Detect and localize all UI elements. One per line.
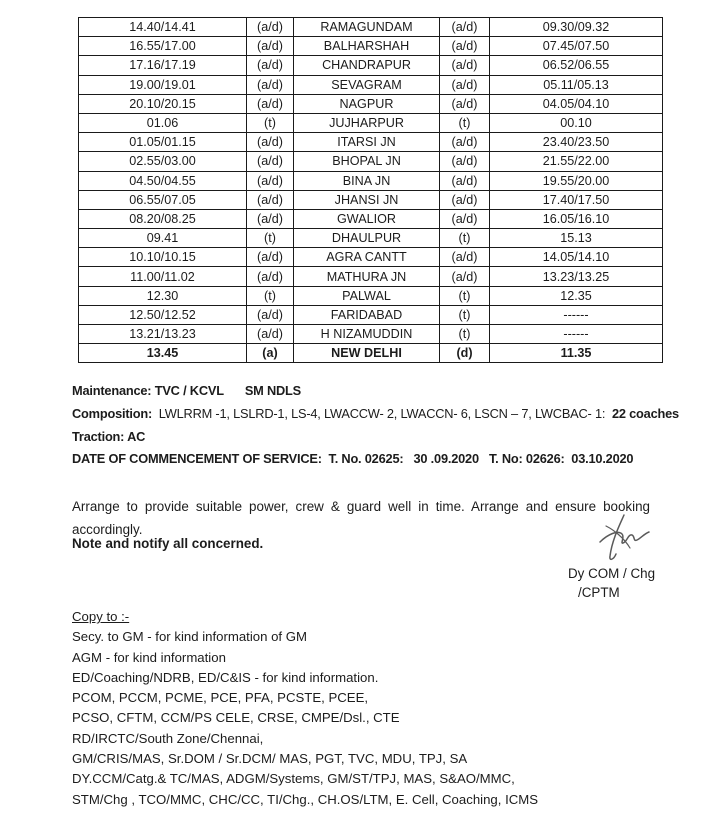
copy-to-item: AGM - for kind information	[72, 649, 226, 665]
copy-to-item: RD/IRCTC/South Zone/Chennai,	[72, 730, 264, 746]
copy-to-item: PCSO, CFTM, CCM/PS CELE, CRSE, CMPE/Dsl., CTE	[72, 710, 400, 726]
up-time-cell: 05.11/05.13	[490, 75, 663, 94]
sm-text: SM NDLS	[244, 383, 302, 398]
signatory-designation: Dy COM / Chg	[568, 566, 656, 581]
down-ad-cell: (a/d)	[247, 171, 294, 190]
station-cell: PALWAL	[294, 286, 440, 305]
arrange-paragraph-line2: accordingly.	[72, 522, 143, 537]
up-ad-cell: (a/d)	[440, 133, 490, 152]
copy-to-list	[72, 627, 672, 810]
up-ad-cell: (t)	[440, 113, 490, 132]
up-time-cell: ------	[490, 305, 663, 324]
up-ad-cell: (a/d)	[440, 267, 490, 286]
timetable-row	[79, 286, 663, 305]
down-ad-cell: (a/d)	[247, 56, 294, 75]
station-cell: GWALIOR	[294, 209, 440, 228]
down-ad-cell: (a)	[247, 344, 294, 363]
timetable-row	[79, 190, 663, 209]
timetable	[78, 17, 663, 363]
up-time-cell: 12.35	[490, 286, 663, 305]
signature-block	[556, 512, 686, 602]
signature-scribble-icon	[594, 512, 662, 564]
arrange-paragraph-line1: Arrange to provide suitable power, crew & guard well in time. Arrange and ensure booking	[72, 499, 650, 514]
composition-label: Composition:	[72, 405, 153, 421]
up-ad-cell: (t)	[440, 325, 490, 344]
station-cell: RAMAGUNDAM	[294, 18, 440, 37]
traction-line: Traction: AC	[72, 428, 146, 444]
down-ad-cell: (a/d)	[247, 267, 294, 286]
copy-to-item: DY.CCM/Catg.& TC/MAS, ADGM/Systems, GM/ST/TPJ, MAS, S&AO/MMC,	[72, 771, 515, 787]
station-cell: BHOPAL JN	[294, 152, 440, 171]
station-cell: BALHARSHAH	[294, 37, 440, 56]
timetable-row	[79, 113, 663, 132]
timetable-row	[79, 229, 663, 248]
station-cell: AGRA CANTT	[294, 248, 440, 267]
down-time-cell: 17.16/17.19	[79, 56, 247, 75]
up-time-cell: 19.55/20.00	[490, 171, 663, 190]
up-ad-cell: (d)	[440, 344, 490, 363]
up-time-cell: 00.10	[490, 113, 663, 132]
maintenance-line	[72, 380, 692, 403]
up-time-cell: 16.05/16.10	[490, 209, 663, 228]
up-ad-cell: (t)	[440, 305, 490, 324]
up-time-cell: 15.13	[490, 229, 663, 248]
up-time-cell: 11.35	[490, 344, 663, 363]
station-cell: BINA JN	[294, 171, 440, 190]
down-time-cell: 12.50/12.52	[79, 305, 247, 324]
up-ad-cell: (t)	[440, 229, 490, 248]
station-cell: NEW DELHI	[294, 344, 440, 363]
down-time-cell: 13.45	[79, 344, 247, 363]
composition-total: 22 coaches	[611, 405, 679, 421]
note-line: Note and notify all concerned.	[72, 536, 264, 551]
down-time-cell: 14.40/14.41	[79, 18, 247, 37]
up-ad-cell: (a/d)	[440, 171, 490, 190]
down-ad-cell: (a/d)	[247, 18, 294, 37]
down-ad-cell: (a/d)	[247, 305, 294, 324]
timetable-row	[79, 248, 663, 267]
down-ad-cell: (t)	[247, 229, 294, 248]
down-time-cell: 16.55/17.00	[79, 37, 247, 56]
down-ad-cell: (a/d)	[247, 75, 294, 94]
timetable-row	[79, 18, 663, 37]
composition-value: LWLRRM -1, LSLRD-1, LS-4, LWACCW- 2, LWACCN- 6, LSCN – 7, LWCBAC- 1:	[152, 405, 612, 421]
commencement-line: DATE OF COMMENCEMENT OF SERVICE: T. No. 02625: 30 .09.2020 T. No: 02626: 03.10.2020	[72, 451, 634, 467]
up-ad-cell: (a/d)	[440, 18, 490, 37]
up-ad-cell: (a/d)	[440, 209, 490, 228]
copy-to-item: STM/Chg , TCO/MMC, CHC/CC, TI/Chg., CH.OS/LTM, E. Cell, Coaching, ICMS	[72, 791, 539, 807]
down-time-cell: 01.06	[79, 113, 247, 132]
down-time-cell: 11.00/11.02	[79, 267, 247, 286]
up-time-cell: 21.55/22.00	[490, 152, 663, 171]
station-cell: NAGPUR	[294, 94, 440, 113]
up-time-cell: 13.23/13.25	[490, 267, 663, 286]
down-ad-cell: (a/d)	[247, 133, 294, 152]
up-ad-cell: (a/d)	[440, 190, 490, 209]
timetable-row	[79, 75, 663, 94]
up-ad-cell: (a/d)	[440, 94, 490, 113]
timetable-row	[79, 325, 663, 344]
copy-to-item: ED/Coaching/NDRB, ED/C&IS - for kind information.	[72, 669, 379, 685]
copy-to-item: PCOM, PCCM, PCME, PCE, PFA, PCSTE, PCEE,	[72, 690, 369, 706]
timetable-body	[79, 18, 663, 363]
copy-to-section	[72, 607, 672, 810]
down-time-cell: 02.55/03.00	[79, 152, 247, 171]
down-ad-cell: (t)	[247, 113, 294, 132]
down-ad-cell: (a/d)	[247, 190, 294, 209]
up-time-cell: ------	[490, 325, 663, 344]
up-time-cell: 17.40/17.50	[490, 190, 663, 209]
station-cell: ITARSI JN	[294, 133, 440, 152]
down-time-cell: 12.30	[79, 286, 247, 305]
up-ad-cell: (a/d)	[440, 248, 490, 267]
copy-to-item: GM/CRIS/MAS, Sr.DOM / Sr.DCM/ MAS, PGT, TVC, MDU, TPJ, SA	[72, 751, 468, 767]
timetable-section	[78, 17, 662, 363]
signatory-office: /CPTM	[578, 585, 620, 600]
timetable-row	[79, 152, 663, 171]
timetable-row	[79, 37, 663, 56]
composition-line	[72, 403, 692, 426]
up-time-cell: 09.30/09.32	[490, 18, 663, 37]
up-time-cell: 14.05/14.10	[490, 248, 663, 267]
up-ad-cell: (t)	[440, 286, 490, 305]
up-ad-cell: (a/d)	[440, 56, 490, 75]
down-time-cell: 06.55/07.05	[79, 190, 247, 209]
up-ad-cell: (a/d)	[440, 152, 490, 171]
down-ad-cell: (a/d)	[247, 152, 294, 171]
down-ad-cell: (a/d)	[247, 325, 294, 344]
station-cell: SEVAGRAM	[294, 75, 440, 94]
timetable-row	[79, 305, 663, 324]
down-ad-cell: (a/d)	[247, 37, 294, 56]
details-section	[72, 380, 692, 471]
down-time-cell: 20.10/20.15	[79, 94, 247, 113]
down-time-cell: 08.20/08.25	[79, 209, 247, 228]
up-time-cell: 06.52/06.55	[490, 56, 663, 75]
down-time-cell: 13.21/13.23	[79, 325, 247, 344]
timetable-row	[79, 344, 663, 363]
timetable-row	[79, 171, 663, 190]
up-time-cell: 23.40/23.50	[490, 133, 663, 152]
up-time-cell: 04.05/04.10	[490, 94, 663, 113]
down-time-cell: 09.41	[79, 229, 247, 248]
down-ad-cell: (a/d)	[247, 209, 294, 228]
station-cell: DHAULPUR	[294, 229, 440, 248]
up-ad-cell: (a/d)	[440, 75, 490, 94]
station-cell: MATHURA JN	[294, 267, 440, 286]
copy-to-heading: Copy to :-	[72, 609, 130, 624]
down-ad-cell: (a/d)	[247, 94, 294, 113]
down-time-cell: 01.05/01.15	[79, 133, 247, 152]
down-time-cell: 04.50/04.55	[79, 171, 247, 190]
timetable-row	[79, 94, 663, 113]
timetable-row	[79, 133, 663, 152]
station-cell: H NIZAMUDDIN	[294, 325, 440, 344]
timetable-row	[79, 56, 663, 75]
maintenance-text: Maintenance: TVC / KCVL	[72, 383, 224, 398]
station-cell: FARIDABAD	[294, 305, 440, 324]
timetable-row	[79, 267, 663, 286]
station-cell: JHANSI JN	[294, 190, 440, 209]
copy-to-item: Secy. to GM - for kind information of GM	[72, 629, 308, 645]
station-cell: CHANDRAPUR	[294, 56, 440, 75]
station-cell: JUJHARPUR	[294, 113, 440, 132]
down-ad-cell: (a/d)	[247, 248, 294, 267]
down-time-cell: 19.00/19.01	[79, 75, 247, 94]
timetable-row	[79, 209, 663, 228]
down-ad-cell: (t)	[247, 286, 294, 305]
down-time-cell: 10.10/10.15	[79, 248, 247, 267]
up-ad-cell: (a/d)	[440, 37, 490, 56]
up-time-cell: 07.45/07.50	[490, 37, 663, 56]
